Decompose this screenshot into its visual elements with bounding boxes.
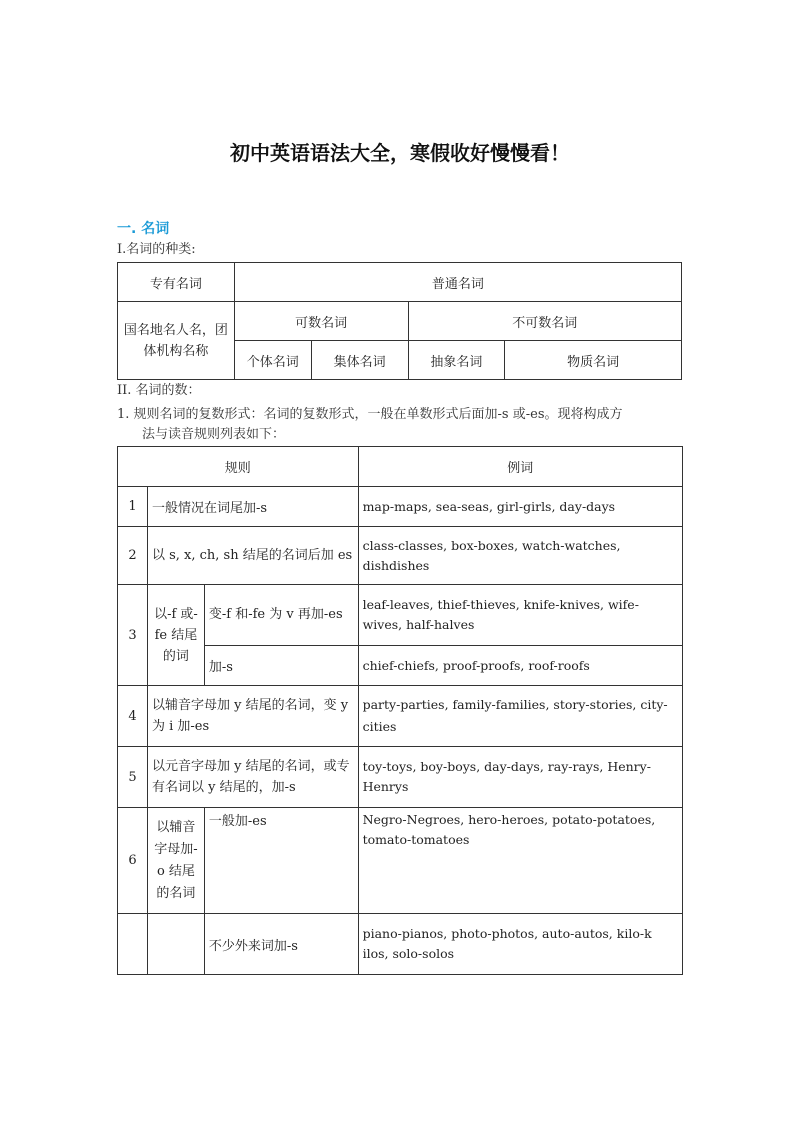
sub-rule-cell: 变-f 和-fe 为 v 再加-es [204,585,358,646]
row-number: 2 [118,527,148,585]
example-cell: party-parties, family-families, story-stories, city-cities [358,686,682,747]
sub-rule-cell: 加-s [204,646,358,686]
rule-intro-line-2: 法与读音规则列表如下： [142,427,286,442]
rule-intro-line-1: 1. 规则名词的复数形式：名词的复数形式，一般在单数形式后面加-s 或-es。现将构成方 [117,407,623,422]
proper-noun-header: 专有名词 [118,263,235,302]
example-cell: chief-chiefs, proof-proofs, roof-roofs [358,646,682,686]
rule-cell: 一般情况在词尾加-s [147,487,358,527]
page-title: 初中英语语法大全，寒假收好慢慢看！ [230,141,570,165]
collective-noun-cell: 集体名词 [311,341,408,380]
countable-noun-header: 可数名词 [234,302,408,341]
rule-column-header: 规则 [118,447,359,487]
row-number: 4 [118,686,148,747]
types-label: I.名词的种类: [117,242,196,257]
uncountable-noun-header: 不可数名词 [408,302,681,341]
sub-rule-cell: 一般加-es [204,808,358,914]
section-heading: 一. 名词 [117,221,170,237]
rule-group-cell: 以-f 或-fe 结尾的词 [147,585,204,686]
example-cell: Negro-Negroes, hero-heroes, potato-potatoes, tomato-tomatoes [358,808,682,914]
empty-cell [118,914,148,975]
example-cell: map-maps, sea-seas, girl-girls, day-days [358,487,682,527]
noun-types-table [117,262,682,380]
rule-group-cell: 以辅音字母加-o 结尾的名词 [147,808,204,914]
abstract-noun-cell: 抽象名词 [408,341,505,380]
example-cell: toy-toys, boy-boys, day-days, ray-rays, Henry-Henrys [358,747,682,808]
number-label: II. 名词的数： [117,383,201,398]
proper-noun-description: 国名地名人名，团体机构名称 [118,302,235,380]
example-column-header: 例词 [358,447,682,487]
example-cell: class-classes, box-boxes, watch-watches, dishdishes [358,527,682,585]
material-noun-cell: 物质名词 [505,341,682,380]
row-number: 5 [118,747,148,808]
row-number: 3 [118,585,148,686]
plural-rules-table [117,446,683,975]
row-number: 1 [118,487,148,527]
rule-cell: 以 s, x, ch, sh 结尾的名词后加 es [147,527,358,585]
example-cell: leaf-leaves, thief-thieves, knife-knives, wife-wives, half-halves [358,585,682,646]
sub-rule-cell: 不少外来词加-s [204,914,358,975]
rule-cell: 以辅音字母加 y 结尾的名词，变 y 为 i 加-es [147,686,358,747]
individual-noun-cell: 个体名词 [234,341,311,380]
example-cell: piano-pianos, photo-photos, auto-autos, kilo-k ilos, solo-solos [358,914,682,975]
row-number: 6 [118,808,148,914]
empty-cell [147,914,204,975]
common-noun-header: 普通名词 [234,263,681,302]
rule-cell: 以元音字母加 y 结尾的名词，或专有名词以 y 结尾的，加-s [147,747,358,808]
